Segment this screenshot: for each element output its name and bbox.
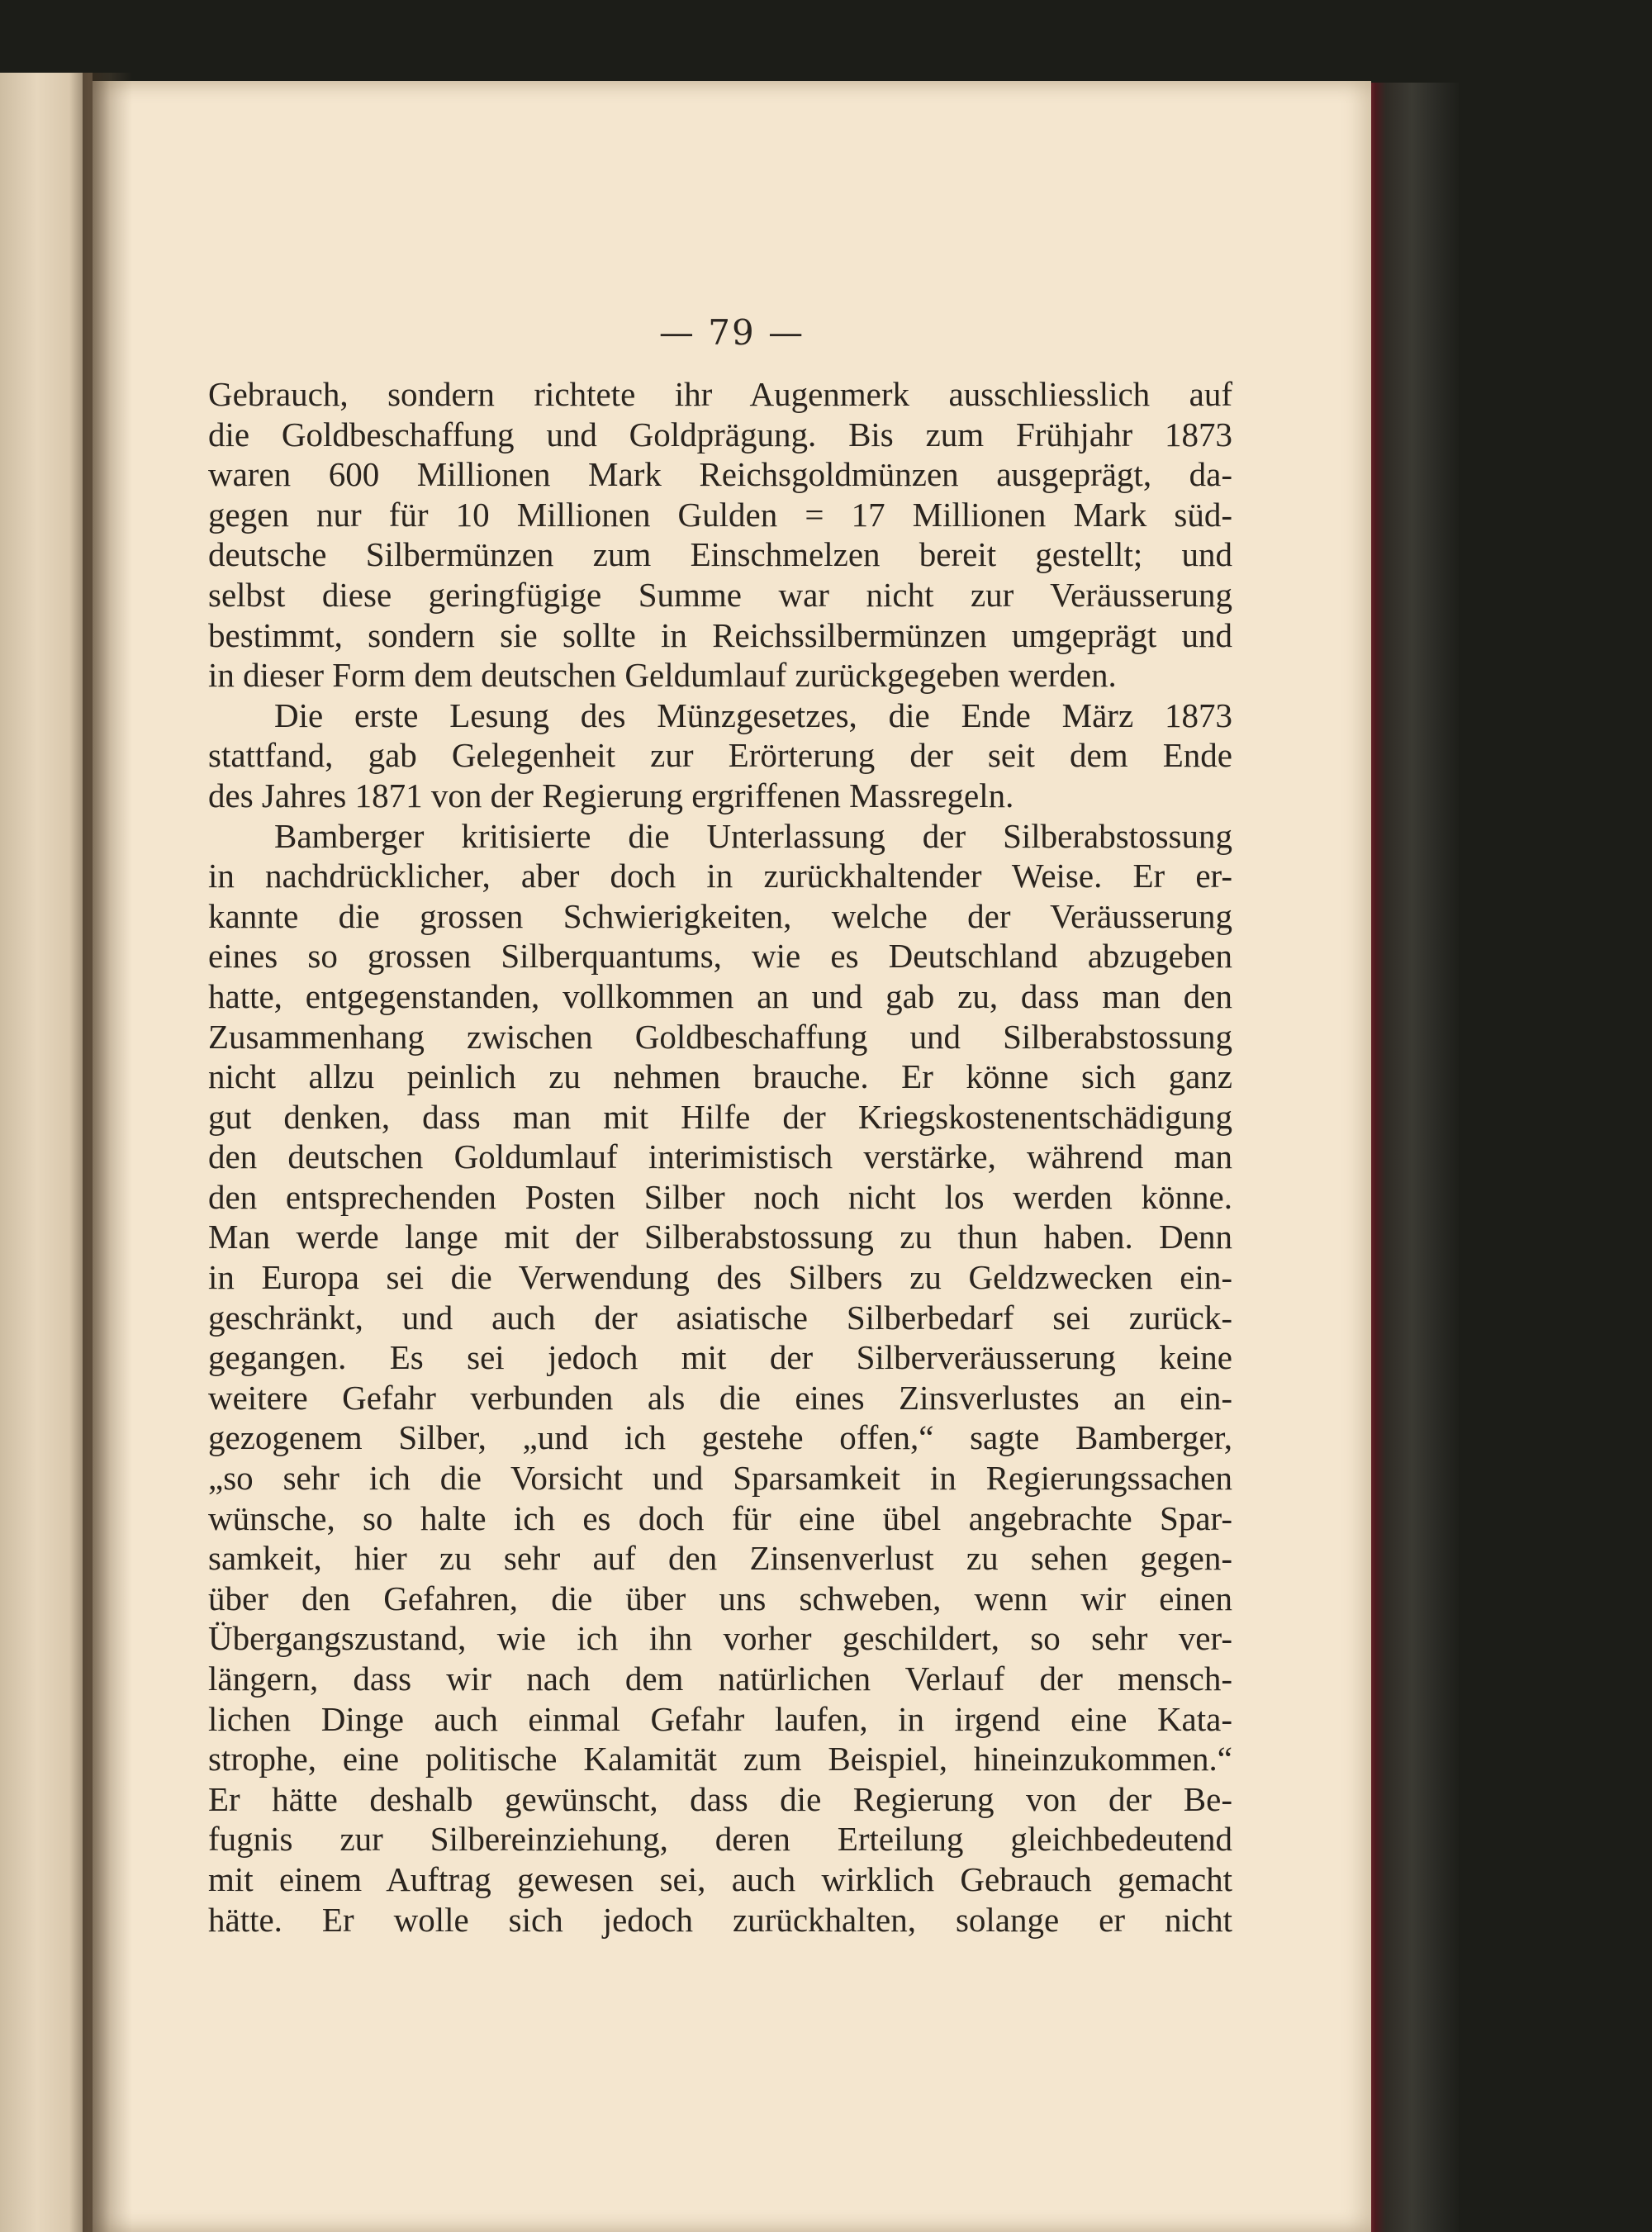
text-line: gegen nur für 10 Millionen Gulden = 17 Millionen Mark süd- (208, 495, 1232, 534)
text-line: längern, dass wir nach dem natürlichen Verlauf der mensch- (208, 1660, 1232, 1698)
text-line: den deutschen Goldumlauf interimistisch verstärke, während man (208, 1137, 1232, 1176)
text-line: „so sehr ich die Vorsicht und Sparsamkeit in Regierungssachen (208, 1459, 1232, 1498)
page-number: — 79 — (658, 312, 805, 353)
text-line: fugnis zur Silbereinziehung, deren Erteilung gleichbedeutend (208, 1820, 1232, 1859)
text-line: deutsche Silbermünzen zum Einschmelzen bereit gestellt; und (208, 535, 1232, 574)
text-line: hatte, entgegenstanden, vollkommen an und gab zu, dass man den (208, 976, 1232, 1015)
text-line: strophe, eine politische Kalamität zum Beispiel, hineinzukommen.“ (208, 1740, 1232, 1778)
text-line: Bamberger kritisierte die Unterlassung der Silberabstossung (274, 816, 1232, 855)
text-line: bestimmt, sondern sie sollte in Reichssilbermünzen umgeprägt und (208, 615, 1232, 654)
text-line: samkeit, hier zu sehr auf den Zinsenverlust zu sehen gegen- (208, 1539, 1232, 1578)
text-line: Er hätte deshalb gewünscht, dass die Regierung von der Be- (208, 1779, 1232, 1818)
text-line: wünsche, so halte ich es doch für eine übel angebrachte Spar- (208, 1498, 1232, 1537)
book-page (93, 81, 1371, 2232)
text-line: gegangen. Es sei jedoch mit der Silberveräusserung keine (208, 1338, 1232, 1377)
text-line: die Goldbeschaffung und Goldprägung. Bis zum Frühjahr 1873 (208, 415, 1232, 454)
text-line: mit einem Auftrag gewesen sei, auch wirklich Gebrauch gemacht (208, 1859, 1232, 1898)
text-line: Übergangszustand, wie ich ihn vorher geschildert, so sehr ver- (208, 1619, 1232, 1658)
text-line: Gebrauch, sondern richtete ihr Augenmerk ausschliesslich auf (208, 375, 1232, 413)
text-line: lichen Dinge auch einmal Gefahr laufen, in irgend eine Kata- (208, 1699, 1232, 1738)
text-line: kannte die grossen Schwierigkeiten, welche der Veräusserung (208, 896, 1232, 935)
text-line: in nachdrücklicher, aber doch in zurückhaltender Weise. Er er- (208, 857, 1232, 895)
text-line: des Jahres 1871 von der Regierung ergriffenen Massregeln. (208, 776, 1014, 814)
text-line: selbst diese geringfügige Summe war nicht zur Veräusserung (208, 575, 1232, 614)
text-line: gezogenem Silber, „und ich gestehe offen,“ sagte Bamberger, (208, 1418, 1232, 1457)
text-line: Man werde lange mit der Silberabstossung zu thun haben. Denn (208, 1218, 1232, 1256)
text-line: stattfand, gab Gelegenheit zur Erörterung der seit dem Ende (208, 736, 1232, 775)
left-facing-page (0, 73, 93, 2232)
text-line: geschränkt, und auch der asiatische Silberbedarf sei zurück- (208, 1298, 1232, 1337)
text-line: gut denken, dass man mit Hilfe der Kriegskostenentschädigung (208, 1097, 1232, 1136)
text-line: den entsprechenden Posten Silber noch nicht los werden könne. (208, 1177, 1232, 1216)
text-line: nicht allzu peinlich zu nehmen brauche. Er könne sich ganz (208, 1057, 1232, 1096)
text-line: in dieser Form dem deutschen Geldumlauf zurückgegeben werden. (208, 656, 1117, 695)
text-line: Die erste Lesung des Münzgesetzes, die Ende März 1873 (274, 696, 1232, 734)
text-line: hätte. Er wolle sich jedoch zurückhalten, solange er nicht (208, 1900, 1232, 1939)
text-line: eines so grossen Silberquantums, wie es Deutschland abzugeben (208, 937, 1232, 976)
text-line: waren 600 Millionen Mark Reichsgoldmünzen ausgeprägt, da- (208, 455, 1232, 494)
text-line: in Europa sei die Verwendung des Silbers zu Geldzwecken ein- (208, 1258, 1232, 1297)
text-line: über den Gefahren, die über uns schweben, wenn wir einen (208, 1579, 1232, 1617)
gutter-shadow (83, 73, 132, 2232)
text-line: weitere Gefahr verbunden als die eines Zinsverlustes an ein- (208, 1378, 1232, 1417)
body-text (208, 374, 1232, 1940)
text-line: Zusammenhang zwischen Goldbeschaffung und Silberabstossung (208, 1017, 1232, 1056)
